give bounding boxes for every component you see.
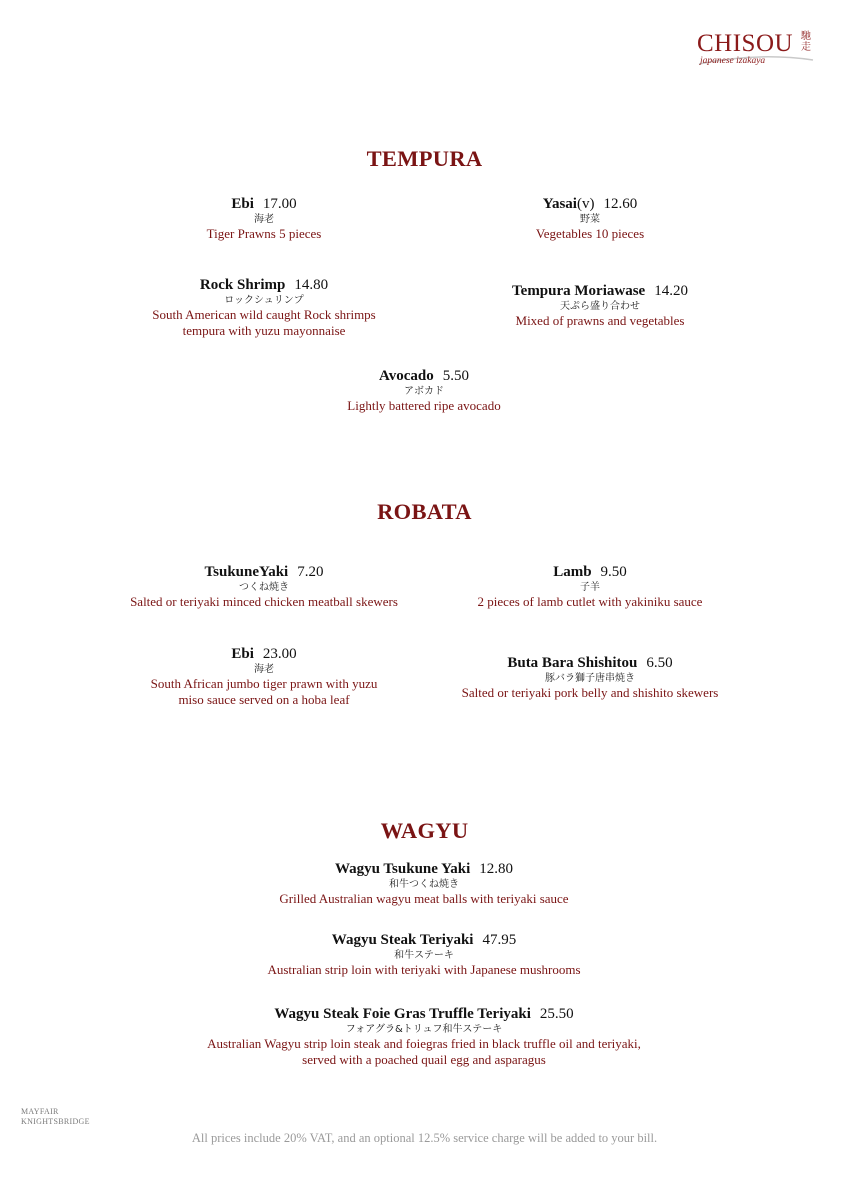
item-japanese-name: ロックシュリンプ	[224, 295, 304, 306]
item-price: 6.50	[646, 655, 673, 671]
item-japanese-name: 海老	[254, 214, 274, 225]
menu-item-avocado	[274, 367, 574, 414]
item-price: 14.20	[654, 283, 688, 299]
menu-item-wagyu-foie-gras-truffle	[124, 1005, 724, 1068]
item-name: TsukuneYaki	[204, 564, 289, 580]
menu-item-wagyu-tsukune-yaki	[174, 860, 674, 907]
menu-item-tsukuneyaki	[94, 563, 434, 610]
location-list	[21, 1107, 90, 1127]
item-description: served with a poached quail egg and asparagus	[302, 1052, 546, 1067]
menu-item-lamb	[430, 563, 750, 610]
item-price: 12.60	[603, 196, 638, 212]
item-japanese-name: 豚バラ獅子唐串焼き	[545, 673, 635, 684]
brand-kanji: 馳走	[801, 31, 811, 53]
item-description: Australian strip loin with teriyaki with Japanese mushrooms	[267, 962, 581, 977]
item-japanese-name: フォアグラ&トリュフ和牛ステーキ	[345, 1024, 503, 1035]
item-price: 23.00	[262, 646, 297, 662]
menu-item-buta-bara-shishitou	[430, 654, 750, 701]
item-name: Buta Bara Shishitou	[507, 655, 638, 671]
item-name: Wagyu Steak Foie Gras Truffle Teriyaki	[274, 1006, 531, 1022]
item-name: Wagyu Steak Teriyaki	[331, 932, 474, 948]
item-japanese-name: 海老	[254, 664, 274, 675]
item-description: Australian Wagyu strip loin steak and foiegras fried in black truffle oil and teriyaki,	[207, 1036, 641, 1051]
item-price: 7.20	[297, 564, 324, 580]
item-description: Lightly battered ripe avocado	[347, 398, 501, 413]
menu-item-tempura-ebi	[104, 195, 424, 242]
item-description: miso sauce served on a hoba leaf	[178, 692, 350, 707]
item-japanese-name: つくね焼き	[239, 582, 289, 593]
item-description: Tiger Prawns 5 pieces	[206, 226, 322, 241]
item-modifier: (v)	[576, 196, 595, 212]
item-name: Tempura Moriawase	[512, 283, 646, 299]
location-mayfair: MAYFAIR	[21, 1107, 59, 1116]
section-title-robata: ROBATA	[377, 499, 472, 524]
item-description: Salted or teriyaki minced chicken meatball skewers	[130, 594, 398, 609]
item-description: tempura with yuzu mayonnaise	[182, 323, 346, 338]
item-description: Grilled Australian wagyu meat balls with teriyaki sauce	[279, 891, 569, 906]
item-description: Salted or teriyaki pork belly and shishito skewers	[461, 685, 719, 700]
section-title-tempura: TEMPURA	[366, 146, 483, 171]
menu-item-wagyu-steak-teriyaki	[174, 931, 674, 978]
brand-name: CHISOU	[697, 30, 794, 57]
footer-price-note: All prices include 20% VAT, and an optional 12.5% service charge will be added to your bill.	[191, 1131, 658, 1145]
item-description: Mixed of prawns and vegetables	[515, 313, 685, 328]
item-japanese-name: アボカド	[404, 386, 444, 397]
item-price: 12.80	[479, 861, 514, 877]
item-japanese-name: 天ぷら盛り合わせ	[560, 301, 640, 312]
item-name: Wagyu Tsukune Yaki	[334, 861, 471, 877]
menu-item-tempura-moriawase	[440, 282, 760, 329]
item-japanese-name: 子羊	[580, 582, 600, 593]
menu-item-robata-ebi	[104, 645, 424, 708]
item-name: Avocado	[379, 368, 434, 384]
brand-tagline: japanese izakaya	[700, 56, 766, 66]
item-name: Ebi	[231, 646, 254, 662]
item-price: 9.50	[600, 564, 627, 580]
item-price: 5.50	[442, 368, 469, 384]
item-description: Vegetables 10 pieces	[535, 226, 645, 241]
section-title-wagyu: WAGYU	[380, 818, 469, 843]
item-name: Lamb	[553, 564, 592, 580]
item-japanese-name: 野菜	[580, 214, 600, 225]
item-name: Yasai	[542, 196, 577, 212]
menu-item-rock-shrimp	[104, 276, 424, 339]
item-description: South African jumbo tiger prawn with yuzu	[150, 676, 378, 691]
brand-logo	[697, 30, 815, 70]
item-name: Ebi	[231, 196, 254, 212]
menu-item-tempura-yasai	[440, 195, 740, 242]
item-name: Rock Shrimp	[199, 277, 286, 293]
item-price: 47.95	[482, 932, 517, 948]
location-knightsbridge: KNIGHTSBRIDGE	[21, 1117, 90, 1126]
item-price: 25.50	[539, 1006, 574, 1022]
item-japanese-name: 和牛ステーキ	[394, 950, 454, 961]
item-price: 14.80	[294, 277, 329, 293]
item-description: South American wild caught Rock shrimps	[152, 307, 376, 322]
item-description: 2 pieces of lamb cutlet with yakiniku sauce	[477, 594, 703, 609]
item-japanese-name: 和牛つくね焼き	[389, 879, 459, 890]
item-price: 17.00	[262, 196, 297, 212]
